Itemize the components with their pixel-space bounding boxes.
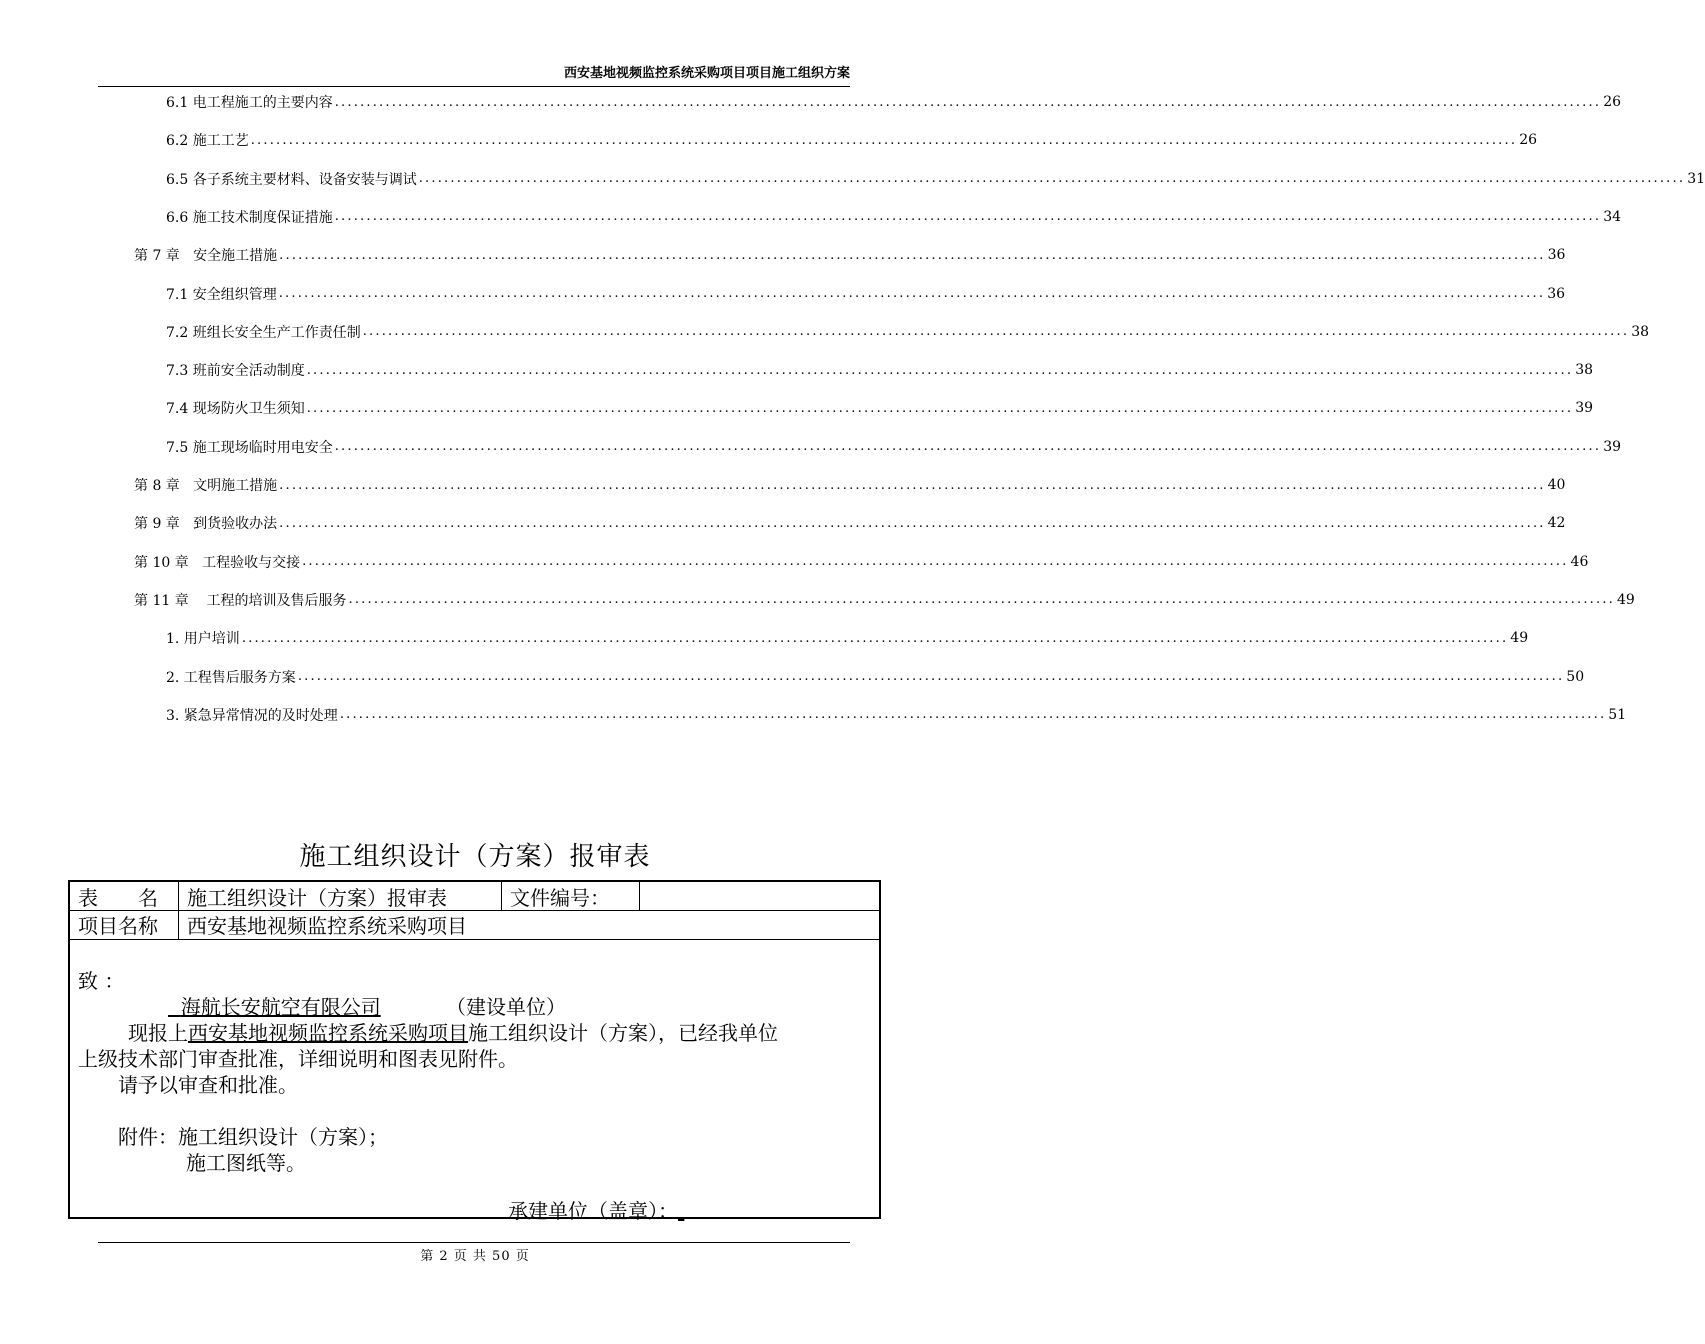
file-number-value — [639, 882, 879, 910]
toc-entry-page: 39 — [1603, 438, 1622, 455]
signature-line — [508, 1198, 800, 1224]
toc-entry — [0, 160, 1705, 198]
toc-leader-dots: ........................................................................................................................................................................................................ — [279, 477, 1546, 493]
form-title: 施工组织设计（方案）报审表 — [299, 842, 651, 872]
table-name-value: 施工组织设计（方案）报审表 — [178, 882, 501, 910]
toc-entry — [0, 696, 1627, 734]
toc-entry-label: 1. 用户培训 — [166, 631, 240, 648]
header-title: 西安基地视频监控系统采购项目项目施工组织方案 — [563, 66, 850, 81]
toc-entry-page: 49 — [1510, 630, 1529, 647]
project-name-label: 项目名称 — [78, 914, 158, 938]
recipient-line — [168, 994, 566, 1020]
toc-entry-label: 第 7 章 安全施工措施 — [134, 248, 278, 265]
project-name-value: 西安基地视频监控系统采购项目 — [178, 910, 878, 939]
toc-entry — [0, 658, 1585, 696]
toc-entry-label: 7.4 现场防火卫生须知 — [166, 401, 305, 418]
toc-entry — [0, 504, 1566, 542]
toc-entry-label: 第 10 章 工程验收与交接 — [134, 554, 301, 571]
toc-entry — [0, 275, 1566, 313]
form-row-project-name — [70, 910, 879, 940]
toc-entry-page: 40 — [1547, 477, 1566, 493]
toc-entry — [0, 466, 1566, 504]
toc-entry-label: 3. 紧急异常情况的及时处理 — [166, 707, 338, 724]
toc-leader-dots: ........................................................................................................................................................................................................ — [334, 94, 1602, 110]
toc-leader-dots: ........................................................................................................................................................................................................ — [306, 400, 1574, 416]
toc-entry — [0, 83, 1622, 121]
signature-label: 承建单位（盖章）： — [508, 1199, 678, 1223]
toc-entry-page: 34 — [1603, 208, 1622, 225]
form-row-table-name — [70, 882, 879, 911]
project-reference: 西安基地视频监控系统采购项目 — [188, 1021, 468, 1045]
toc-entry-label: 7.2 班组长安全生产工作责任制 — [166, 324, 361, 341]
toc-leader-dots: ........................................................................................................................................................................................................ — [362, 324, 1630, 340]
toc-entry-page: 42 — [1547, 515, 1566, 532]
toc-entry-label: 6.1 电工程施工的主要内容 — [166, 95, 333, 111]
toc-entry-label: 7.3 班前安全活动制度 — [166, 363, 305, 380]
toc-leader-dots: ........................................................................................................................................................................................................ — [241, 630, 1509, 646]
toc-leader-dots: ........................................................................................................................................................................................................ — [278, 286, 1546, 301]
to-label: 致 ： — [78, 969, 125, 993]
toc-leader-dots: ........................................................................................................................................................................................................ — [279, 247, 1546, 263]
toc-entry-label: 第 9 章 到货验收办法 — [134, 516, 278, 533]
toc-entry — [0, 236, 1566, 274]
toc-entry-label: 第 8 章 文明施工措施 — [134, 478, 278, 494]
toc-entry-label: 第 11 章 工程的培训及售后服务 — [134, 592, 347, 609]
toc-entry — [0, 543, 1589, 581]
toc-entry-page: 38 — [1575, 362, 1594, 379]
toc-entry-label: 6.2 施工工艺 — [166, 133, 249, 150]
table-name-label: 表 名 — [78, 885, 158, 910]
toc-entry-label: 6.5 各子系统主要材料、设备安装与调试 — [166, 171, 417, 188]
toc-entry-label: 7.1 安全组织管理 — [166, 286, 277, 303]
approval-form — [68, 880, 881, 1223]
body-line-3: 请予以审查和批准。 — [118, 1073, 298, 1097]
toc-entry — [0, 121, 1538, 159]
page-footer: 第 2 页 共 50 页 — [420, 1249, 530, 1264]
toc-leader-dots: ........................................................................................................................................................................................................ — [306, 362, 1574, 378]
file-number-label: 文件编号： — [501, 882, 639, 910]
toc-entry-label: 6.6 施工技术制度保证措施 — [166, 209, 333, 226]
toc-leader-dots: ........................................................................................................................................................................................................ — [339, 707, 1607, 723]
toc-leader-dots: ........................................................................................................................................................................................................ — [348, 592, 1615, 608]
toc-entry — [0, 389, 1594, 427]
toc-entry-page: 38 — [1631, 323, 1650, 340]
toc-entry-page: 36 — [1547, 285, 1566, 302]
toc-entry-page: 51 — [1608, 706, 1627, 723]
toc-entry — [0, 198, 1622, 236]
attachment-item-2: 施工图纸等。 — [186, 1151, 306, 1175]
attachment-line-1 — [118, 1124, 388, 1150]
toc-entry — [0, 619, 1529, 657]
toc-leader-dots: ........................................................................................................................................................................................................ — [297, 669, 1565, 684]
toc-entry-label: 2. 工程售后服务方案 — [166, 669, 296, 686]
toc-entry-page: 36 — [1547, 247, 1566, 264]
recipient-suffix: （建设单位） — [446, 995, 566, 1019]
toc-leader-dots: ........................................................................................................................................................................................................ — [418, 171, 1686, 187]
toc-entry — [0, 351, 1594, 389]
toc-entry-page: 39 — [1575, 400, 1594, 417]
toc-entry-label: 7.5 施工现场临时用电安全 — [166, 439, 333, 456]
toc-entry — [0, 313, 1650, 351]
footer-divider — [98, 1242, 850, 1243]
signature-blank — [678, 1198, 800, 1224]
toc-leader-dots: ........................................................................................................................................................................................................ — [334, 439, 1602, 455]
toc-entry-page: 26 — [1603, 94, 1622, 110]
toc-leader-dots: ........................................................................................................................................................................................................ — [302, 554, 1569, 570]
toc-entry — [0, 581, 1635, 619]
toc-leader-dots: ........................................................................................................................................................................................................ — [250, 132, 1518, 148]
toc-entry-page: 31 — [1687, 170, 1705, 187]
toc-leader-dots: ........................................................................................................................................................................................................ — [279, 515, 1546, 531]
toc-entry-page: 50 — [1566, 668, 1585, 685]
toc-entry — [0, 428, 1622, 466]
toc-entry-page: 46 — [1570, 553, 1589, 570]
attachment-item-1: 施工组织设计（方案）； — [178, 1125, 388, 1149]
body-line-1: 现报上西安基地视频监控系统采购项目施工组织设计（方案），已经我单位 — [128, 1021, 778, 1045]
toc-entry-page: 49 — [1616, 591, 1635, 608]
toc-leader-dots: ........................................................................................................................................................................................................ — [334, 209, 1602, 225]
recipient-name: 海航长安航空有限公司 — [180, 995, 381, 1019]
body-line-2: 上级技术部门审查批准，详细说明和图表见附件。 — [78, 1047, 518, 1071]
attachment-label: 附件： — [118, 1125, 178, 1149]
toc-entry-page: 26 — [1519, 132, 1538, 149]
